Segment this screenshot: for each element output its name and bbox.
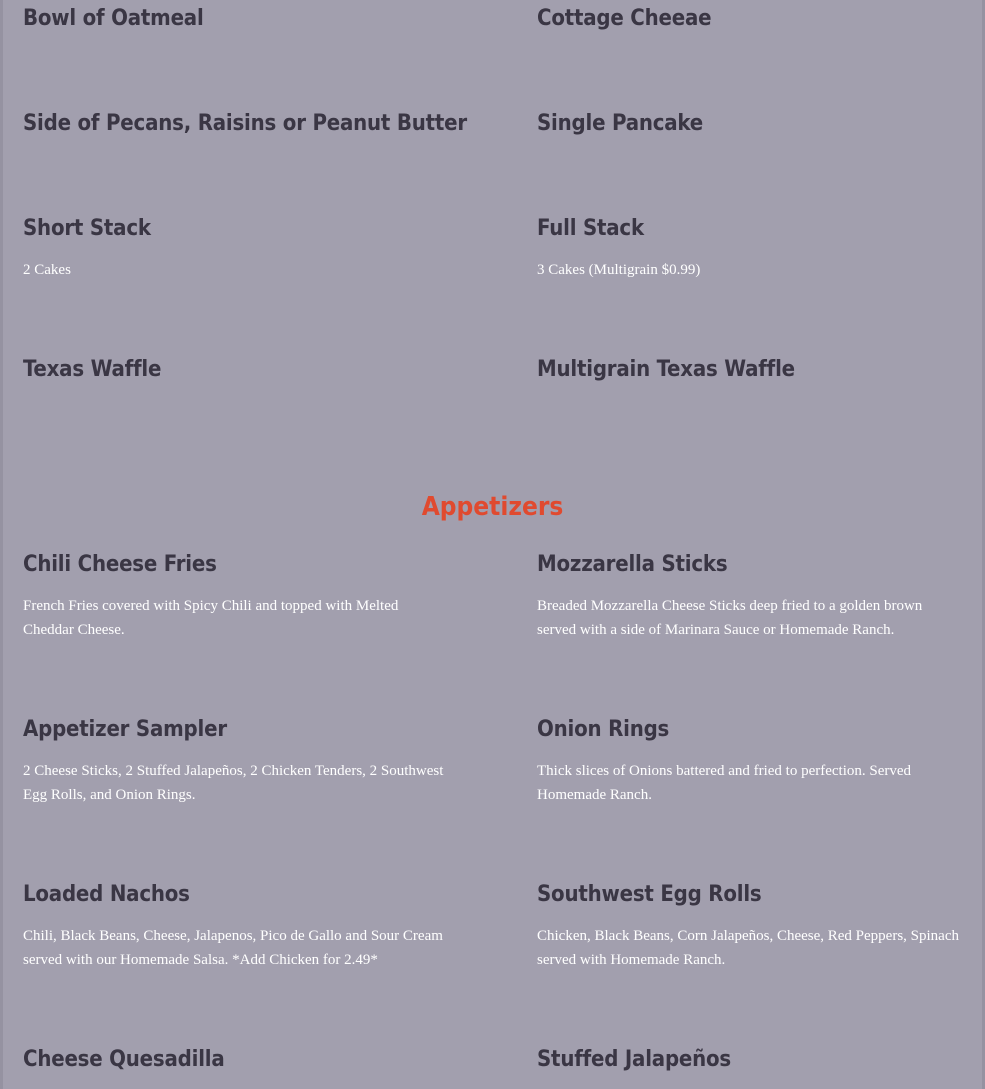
- menu-item-cottage-cheeae: [537, 8, 965, 30]
- menu-item-name: Southwest Egg Rolls: [537, 882, 762, 907]
- menu-item-description: 2 Cheese Sticks, 2 Stuffed Jalapeños, 2 Chicken Tenders, 2 Southwest Egg Rolls, and Onion Rings.: [23, 763, 444, 803]
- menu-item-name: Cheese Quesadilla: [23, 1047, 225, 1072]
- menu-item-name: Multigrain Texas Waffle: [537, 357, 795, 382]
- menu-item-description: Chili, Black Beans, Cheese, Jalapenos, Pico de Gallo and Sour Cream served with our Homemade Salsa. *Add Chicken for 2.49*: [23, 928, 443, 968]
- menu-item-onion-rings: [537, 719, 965, 807]
- section-title-appetizers: Appetizers: [421, 492, 564, 522]
- menu-item-bowl-of-oatmeal: [23, 8, 451, 30]
- menu-item-description: 3 Cakes (Multigrain $0.99): [537, 262, 701, 278]
- menu-item-southwest-egg-rolls: [537, 884, 965, 972]
- menu-item-name: Mozzarella Sticks: [537, 552, 728, 577]
- menu-item-name: Full Stack: [537, 216, 644, 241]
- menu-item-name: Loaded Nachos: [23, 882, 190, 907]
- menu-item-name: Onion Rings: [537, 717, 670, 742]
- menu-item-description: 2 Cakes: [23, 262, 71, 278]
- menu-item-name: Side of Pecans, Raisins or Peanut Butter: [23, 111, 467, 136]
- menu-item-description: Breaded Mozzarella Cheese Sticks deep fried to a golden brown served with a side of Marinara Sauce or Homemade Ranch.: [537, 598, 923, 638]
- menu-item-name: Appetizer Sampler: [23, 717, 227, 742]
- menu-item-description: Chicken, Black Beans, Corn Jalapeños, Cheese, Red Peppers, Spinach served with Homemade Ranch.: [537, 928, 959, 968]
- menu-item-single-pancake: [537, 113, 965, 135]
- menu-item-chili-cheese-fries: [23, 554, 451, 642]
- menu-item-name: Short Stack: [23, 216, 151, 241]
- menu-item-name: Stuffed Jalapeños: [537, 1047, 732, 1072]
- menu-item-short-stack: [23, 218, 451, 282]
- menu-item-stuffed-jalapenos: [537, 1049, 965, 1071]
- menu-item-multigrain-texas-waffle: [537, 359, 965, 381]
- menu-item-name: Bowl of Oatmeal: [23, 6, 204, 31]
- menu-item-full-stack: [537, 218, 965, 282]
- menu-item-description: French Fries covered with Spicy Chili and topped with Melted Cheddar Cheese.: [23, 598, 399, 638]
- menu-item-texas-waffle: [23, 359, 451, 381]
- menu-item-name: Chili Cheese Fries: [23, 552, 217, 577]
- menu-item-description: Thick slices of Onions battered and fried to perfection. Served Homemade Ranch.: [537, 763, 912, 803]
- menu-item-cheese-quesadilla: [23, 1049, 451, 1071]
- menu-item-name: Texas Waffle: [23, 357, 162, 382]
- menu-item-loaded-nachos: [23, 884, 451, 972]
- menu-item-name: Cottage Cheeae: [537, 6, 712, 31]
- menu-item-appetizer-sampler: [23, 719, 451, 807]
- menu-item-name: Single Pancake: [537, 111, 704, 136]
- menu-item-mozzarella-sticks: [537, 554, 965, 642]
- menu-item-side-of-pecans: [23, 111, 467, 136]
- page-edge-left: [0, 0, 3, 1089]
